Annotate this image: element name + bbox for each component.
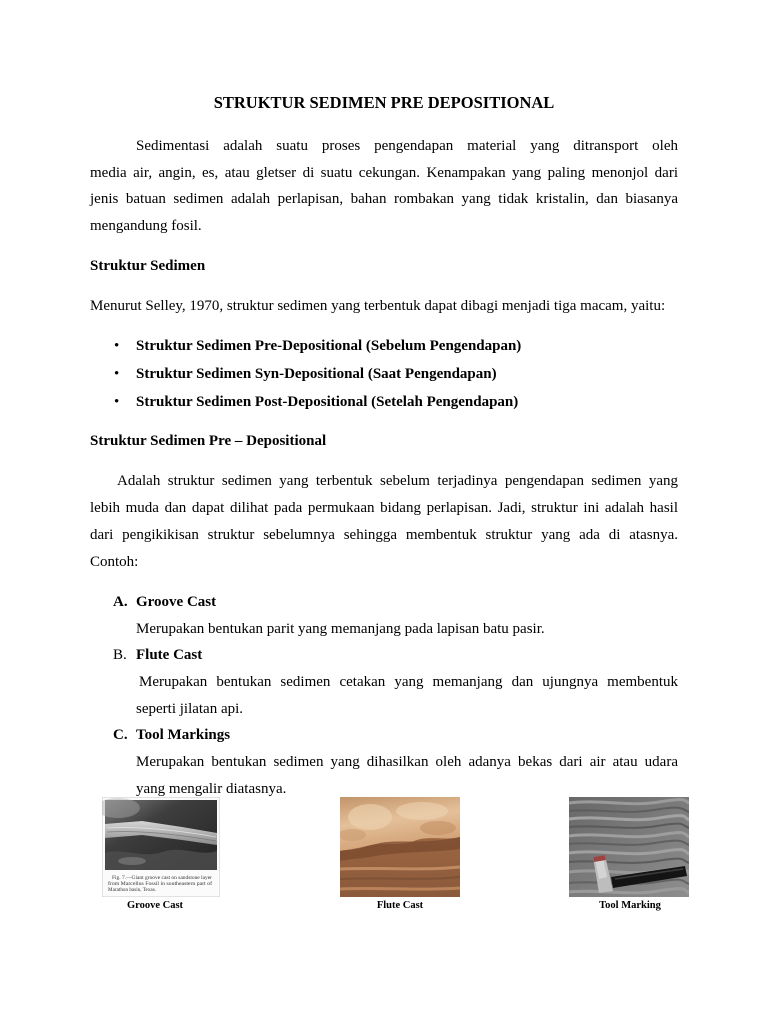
list-description-line: Merupakan bentukan sedimen cetakan yang memanjang dan ujungnya membentuk [139,674,678,690]
list-marker: B. [113,647,127,663]
figure-caption: Groove Cast [126,900,184,911]
figure-flute-cast [340,797,460,897]
bullet-marker: • [114,338,120,354]
flute-lump [348,804,392,830]
figure-tool-marking [569,797,689,897]
page-title: STRUKTUR SEDIMEN PRE DEPOSITIONAL [213,93,555,112]
flute-cast-photo [340,797,460,897]
intro-line: media air, angin, es, atau gletser di suatu cekungan. Kenampakan yang paling menonjol dari [90,165,678,181]
flute-lump [396,802,448,820]
sediment-layer [340,867,460,869]
figure-caption: Flute Cast [376,900,424,911]
list-description-line: Merupakan bentukan sedimen yang dihasilkan oleh adanya bekas dari air atau udara [136,754,678,770]
list-description-line: seperti jilatan api. [136,701,244,717]
figure-caption: Tool Marking [599,900,661,911]
example-item-groove-cast [0,592,768,612]
example-item-flute-cast [0,645,768,665]
paragraph-line: Contoh: [90,554,139,570]
groove-cast-photo [102,797,220,897]
section-intro-text: Menurut Selley, 1970, struktur sedimen yang terbentuk dapat dibagi menjadi tiga macam, yaitu: [90,298,666,314]
photo-inset-caption-line: Fig. 7.—Giant groove cast on sandstone layer [112,876,213,881]
figure-groove-cast [102,797,220,897]
list-title: Groove Cast [136,594,217,610]
bullet-text: Struktur Sedimen Syn-Depositional (Saat Pengendapan) [136,366,497,382]
list-description-line: yang mengalir diatasnya. [136,781,287,797]
bullet-marker: • [114,394,120,410]
rock-highlight [118,857,146,865]
flute-shadow [420,821,456,835]
bullet-text: Struktur Sedimen Pre-Depositional (Sebelum Pengendapan) [136,338,522,354]
intro-line: jenis batuan sedimen adalah perlapisan, bahan rombakan yang tidak kristalin, dan biasanya [90,191,678,207]
bullet-item [0,336,768,356]
section-heading-struktur-sedimen: Struktur Sedimen [90,258,206,274]
paragraph-line: dari pengikikisan struktur sebelumnya sehingga membentuk struktur yang ada di atasnya. [90,527,678,543]
photo-inset-caption-line: Marathon basin, Texas. [108,888,156,893]
intro-line: Sedimentasi adalah suatu proses pengendapan material yang ditransport oleh [136,138,678,154]
list-title: Tool Markings [136,727,231,743]
example-item-tool-markings [0,725,768,745]
section-heading-pre-depositional: Struktur Sedimen Pre – Depositional [90,433,327,449]
bullet-marker: • [114,366,120,382]
bullet-item [0,392,768,412]
list-description-line: Merupakan bentukan parit yang memanjang pada lapisan batu pasir. [136,621,545,637]
tool-marking-photo [569,797,689,897]
list-marker: C. [113,727,128,743]
list-title: Flute Cast [136,647,203,663]
sediment-layer [340,888,460,889]
intro-line: mengandung fosil. [90,218,202,234]
bullet-item [0,364,768,384]
bullet-text: Struktur Sedimen Post-Depositional (Setelah Pengendapan) [136,394,519,410]
list-marker: A. [113,594,128,610]
paragraph-line: lebih muda dan dapat dilihat pada permukaan bidang perlapisan. Jadi, struktur ini adalah hasil [90,500,678,516]
photo-inset-caption-line: from Marcellus Fossil in southeastern part of [108,882,213,887]
paragraph-line: Adalah struktur sedimen yang terbentuk sebelum terjadinya pengendapan sedimen yang [117,473,678,489]
